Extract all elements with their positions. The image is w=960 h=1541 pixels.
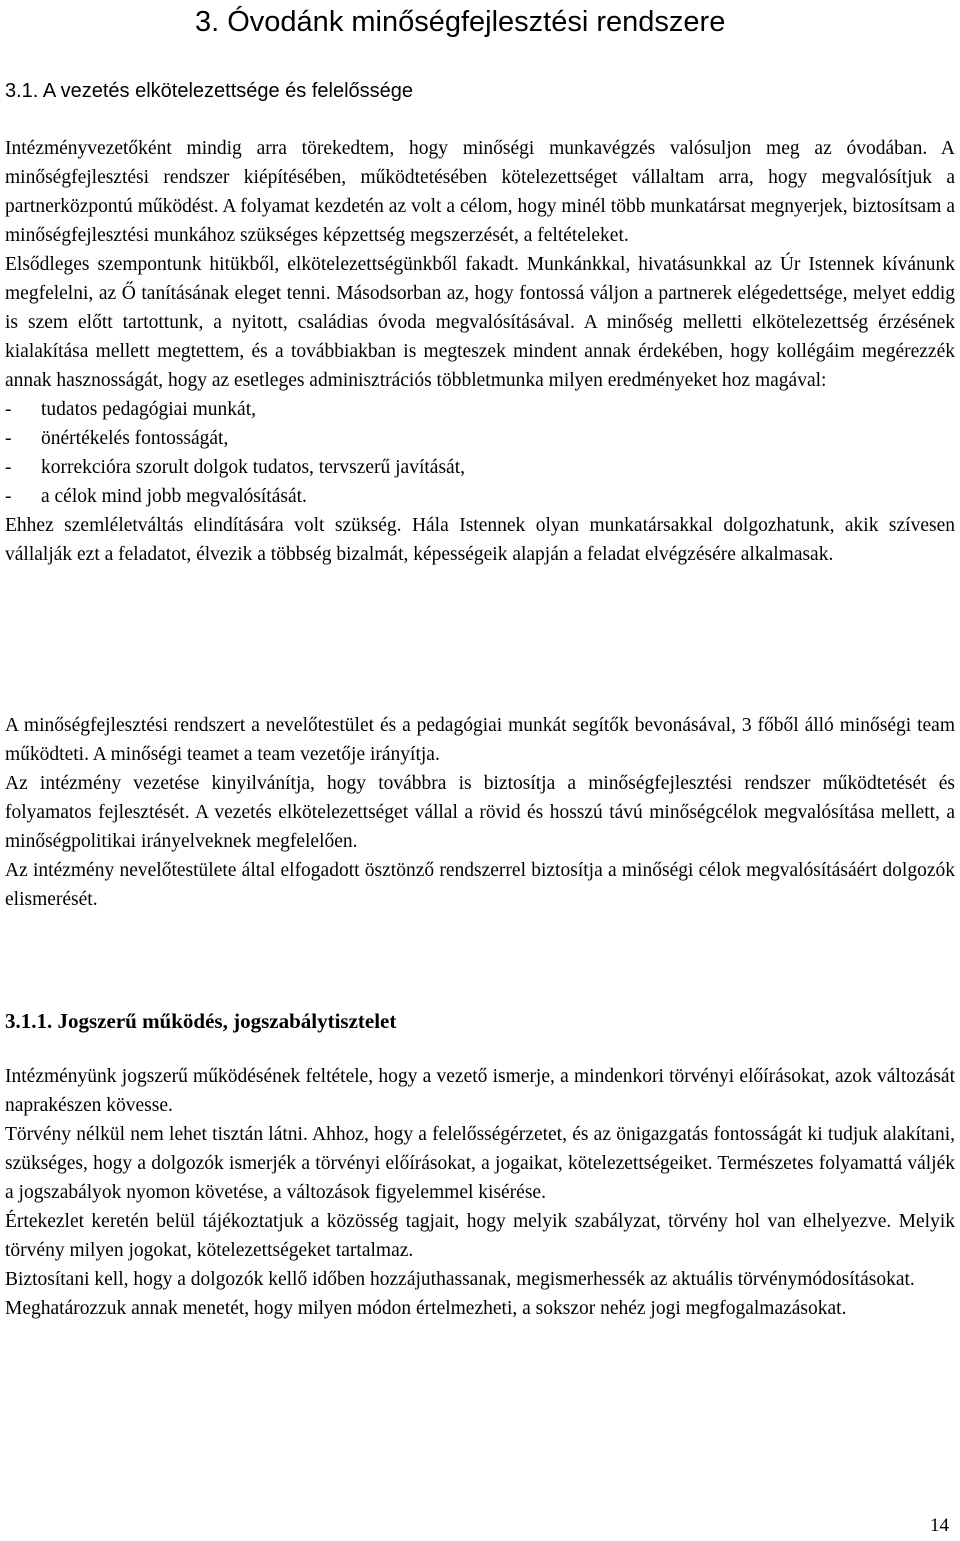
list-item xyxy=(5,395,955,424)
paragraph: Intézményvezetőként mindig arra törekedtem, hogy minőségi munkavégzés valósuljon meg az óvodában. A minőségfejlesztési rendszer kiépítésében, működtetésében kötelezettséget vállaltam arra, hogy megvalósítjuk a partnerközpontú működést. A folyamat kezdetén az volt a célom, hogy minél több munkatársat megnyerjek, biztosítsam a minőségfejlesztési munkához szükséges képzettség megszerzését, a feltételeket. xyxy=(5,138,955,246)
list-marker: - xyxy=(5,428,12,449)
results-list xyxy=(5,395,955,511)
section-title: 3.1. A vezetés elkötelezettsége és felelőssége xyxy=(5,80,414,102)
list-item-text: tudatos pedagógiai munkát, xyxy=(41,399,256,420)
paragraph: Az intézmény vezetése kinyilvánítja, hogy továbbra is biztosítja a minőségfejlesztési rendszer működtetését és folyamatos fejlesztését. A vezetés elkötelezettséget vállal a rövid és hosszú távú minőségcélok megvalósítása mellett, a minőségpolitikai irányelveknek megfelelően. xyxy=(5,773,955,852)
paragraph: Biztosítani kell, hogy a dolgozók kellő időben hozzájuthassanak, megismerhessék az aktuális törvénymódosításokat. xyxy=(5,1269,915,1290)
paragraph: Intézményünk jogszerű működésének feltétele, hogy a vezető ismerje, a mindenkori törvényi előírásokat, azok változását naprakészen kövesse. xyxy=(5,1066,955,1116)
subsection-body xyxy=(5,1062,955,1323)
list-marker: - xyxy=(5,399,12,420)
paragraph: Törvény nélkül nem lehet tisztán látni. Ahhoz, hogy a felelősségérzetet, és az önigazgatás fontosságát ki tudjuk alakítani, szükséges, hogy a dolgozók ismerjék a törvényi előírásokat, a jogaikat, kötelezettségeiket. Természetes folyamattá váljék a jogszabályok nyomon követése, a változások figyelemmel kisérése. xyxy=(5,1124,955,1203)
list-item xyxy=(5,424,955,453)
paragraph: Meghatározzuk annak menetét, hogy milyen módon értelmezheti, a sokszor nehéz jogi megfogalmazásokat. xyxy=(5,1298,847,1319)
section-body-part-2 xyxy=(5,711,955,914)
list-item-text: önértékelés fontosságát, xyxy=(41,428,229,449)
chapter-title: 3. Óvodánk minőségfejlesztési rendszere xyxy=(195,6,726,38)
paragraph: Ehhez szemléletváltás elindítására volt szükség. Hála Istennek olyan munkatársakkal dolgozhatunk, akik szívesen vállalják ezt a feladatot, élvezik a többség bizalmát, képességeik alapján a feladat elvégzésére alkalmasak. xyxy=(5,515,955,565)
paragraph: Elsődleges szempontunk hitükből, elkötelezettségünkből fakadt. Munkánkkal, hivatásunkkal az Úr Istennek kívánunk megfelelni, az Ő tanításának eleget tenni. Másodsorban az, hogy fontossá váljon a partnerek elégedettsége, melyet eddig is szem előtt tartottunk, a nyitott, családias óvoda megvalósításával. A minőség melletti elkötelezettség érzésének kialakítása mellett megtettem, és a továbbiakban is megteszek mindent annak érdekében, hogy kollégáim megérezzék annak hasznosságát, hogy az esetleges adminisztrációs többletmunka milyen eredményeket hoz magával: xyxy=(5,254,955,391)
paragraph: Értekezlet keretén belül tájékoztatjuk a közösség tagjait, hogy melyik szabályzat, törvény hol van elhelyezve. Melyik törvény milyen jogokat, kötelezettségeket tartalmaz. xyxy=(5,1211,955,1261)
list-item xyxy=(5,453,955,482)
list-marker: - xyxy=(5,457,12,478)
paragraph: A minőségfejlesztési rendszert a nevelőtestület és a pedagógiai munkát segítők bevonásával, 3 főből álló minőségi team működteti. A minőségi teamet a team vezetője irányítja. xyxy=(5,715,955,765)
list-item-text: korrekcióra szorult dolgok tudatos, tervszerű javítását, xyxy=(41,457,465,478)
list-marker: - xyxy=(5,486,12,507)
section-body-part-1 xyxy=(5,134,955,569)
list-item xyxy=(5,482,955,511)
page-number: 14 xyxy=(930,1515,949,1536)
paragraph: Az intézmény nevelőtestülete által elfogadott ösztönző rendszerrel biztosítja a minőségi célok megvalósításáért dolgozók elismerését. xyxy=(5,860,955,910)
subsection-title: 3.1.1. Jogszerű működés, jogszabálytisztelet xyxy=(5,1009,397,1033)
list-item-text: a célok mind jobb megvalósítását. xyxy=(41,486,307,507)
